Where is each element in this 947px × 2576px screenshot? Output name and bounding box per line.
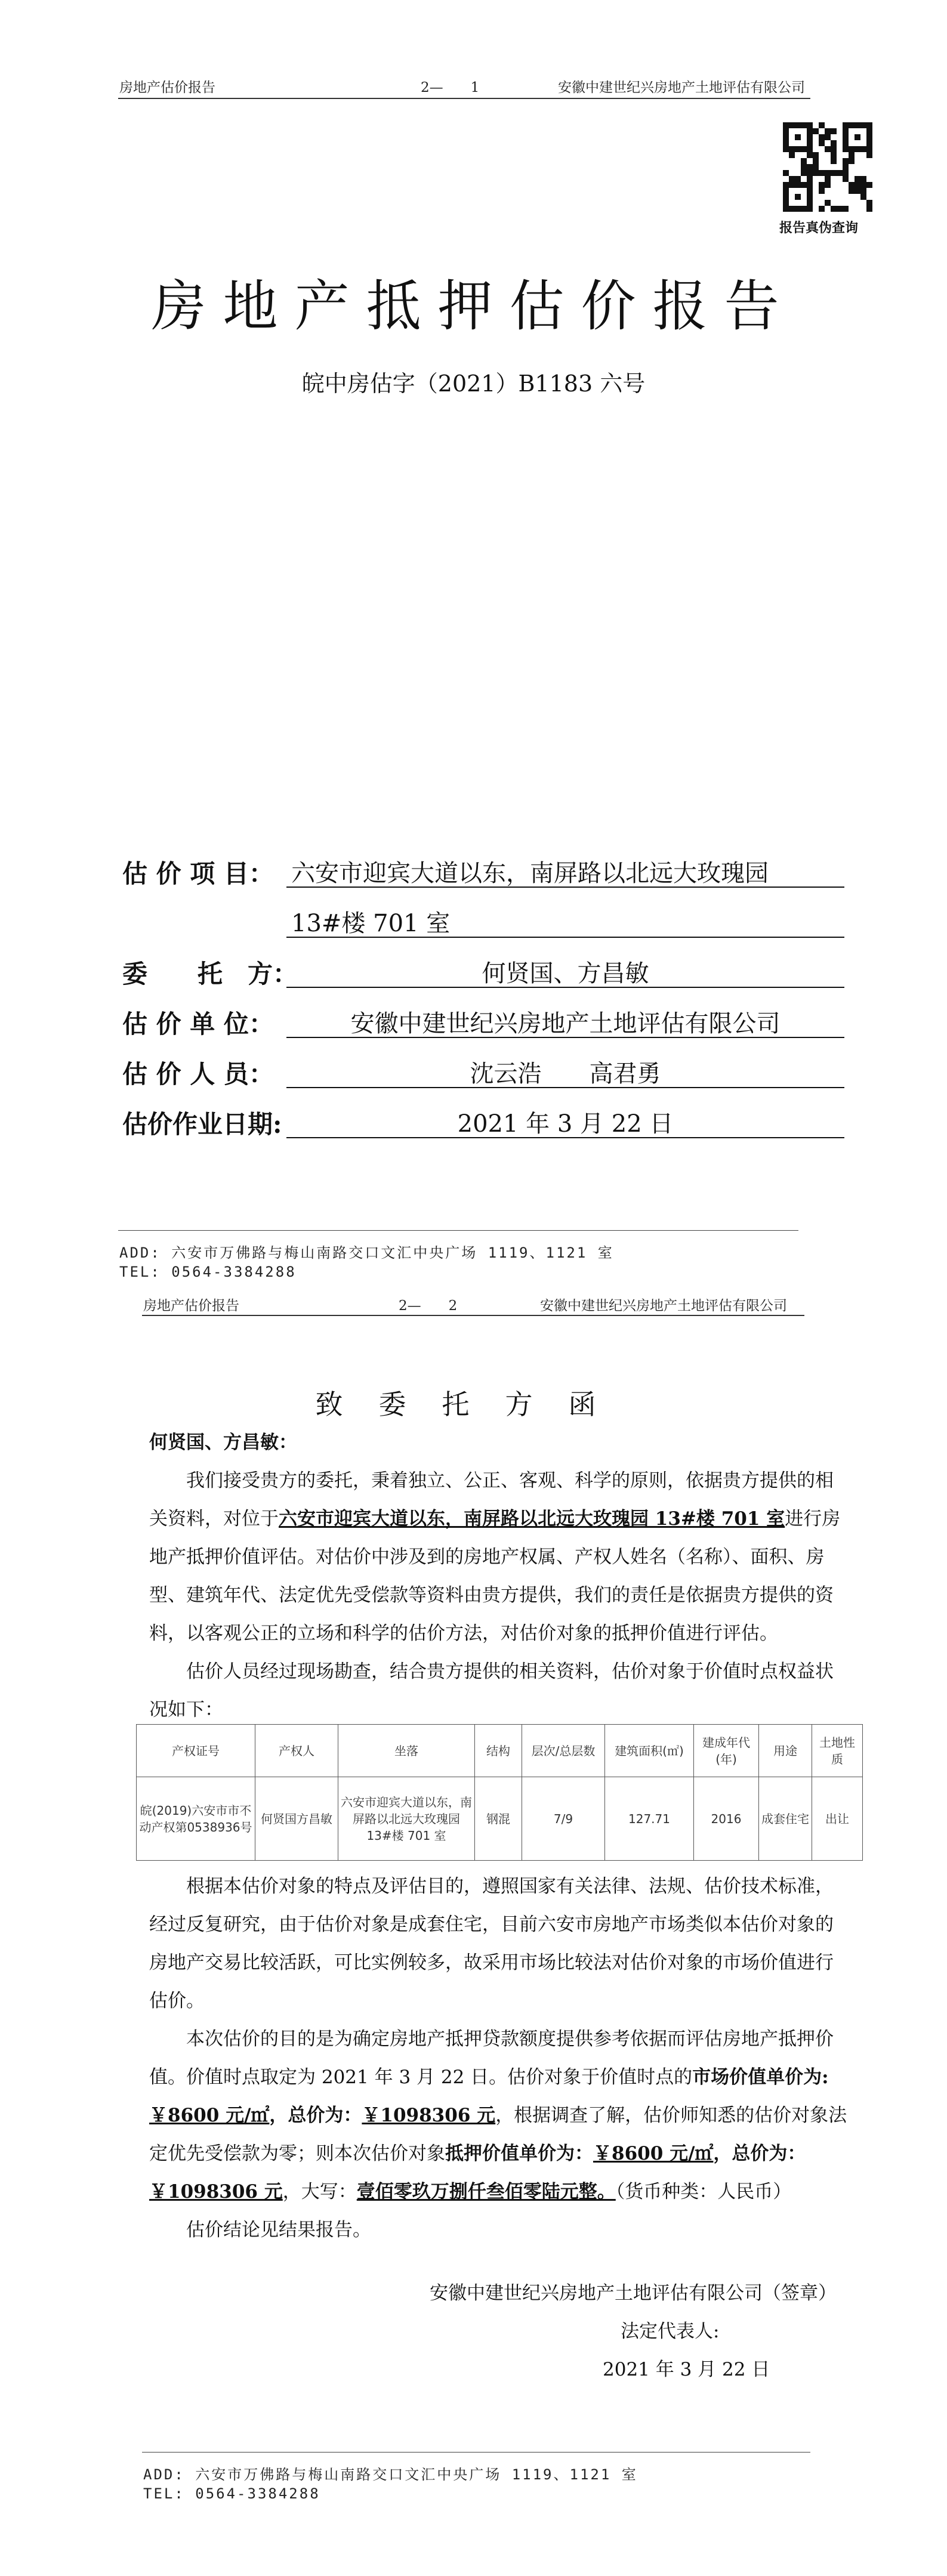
underline <box>286 937 844 938</box>
signature-company: 安徽中建世纪兴房地产土地评估有限公司（签章） <box>430 2282 837 2304</box>
table-header-cell: 层次/总层数 <box>522 1725 605 1777</box>
qr-caption: 报告真伪查询 <box>779 220 859 236</box>
table-cell: 成套住宅 <box>759 1777 812 1861</box>
qr-code-icon[interactable] <box>783 122 872 212</box>
page1-footer-address: ADD: 六安市万佛路与梅山南路交口文汇中央广场 1119、1121 室 <box>119 1244 614 1261</box>
field-value-project-line1: 六安市迎宾大道以东，南屏路以北远大玫瑰园 <box>291 860 769 887</box>
page2-header-rule <box>142 1315 804 1316</box>
page2-footer-tel: TEL: 0564-3384288 <box>143 2485 320 2502</box>
field-label-appraiser-unit: 估 价 单 位： <box>122 1009 274 1039</box>
paragraph-5: 估价结论见结果报告。 <box>186 2219 371 2241</box>
table-cell: 六安市迎宾大道以东，南屏路以北远大玫瑰园 13#楼 701 室 <box>338 1777 475 1861</box>
page2-header-page-number: 2— 2 <box>399 1298 458 1314</box>
page1-header-right: 安徽中建世纪兴房地产土地评估有限公司 <box>558 80 805 95</box>
field-label-appraisers: 估 价 人 员： <box>122 1060 274 1089</box>
underline <box>286 987 844 988</box>
page2-header-left: 房地产估价报告 <box>143 1298 239 1314</box>
underline <box>286 1087 844 1088</box>
table-cell: 何贤国方昌敏 <box>255 1777 338 1861</box>
underline <box>286 887 844 888</box>
table-header-cell: 建成年代(年) <box>694 1725 759 1777</box>
page2-footer-rule <box>142 2452 810 2453</box>
table-header-cell: 坐落 <box>338 1725 475 1777</box>
page1-footer-tel: TEL: 0564-3384288 <box>119 1264 297 1280</box>
field-value-client: 何贤国、方昌敏 <box>482 960 649 987</box>
page1-header-left: 房地产估价报告 <box>119 80 215 95</box>
letter-title: 致委托方函 <box>315 1388 632 1420</box>
field-value-appraiser-unit: 安徽中建世纪兴房地产土地评估有限公司 <box>350 1010 781 1037</box>
page2-header-right: 安徽中建世纪兴房地产土地评估有限公司 <box>540 1298 787 1314</box>
paragraph-1: 我们接受贵方的委托，秉着独立、公正、客观、科学的原则，依据贵方提供的相关资料，对位于六安市迎宾大道以东，南屏路以北远大玫瑰园 13#楼 701 室进行房地产抵押价值评估。对估价中涉及到的房地产权属、产权人姓名（名称）、面积、房型、建筑年代、法定优先受偿款等资料由贵方提供，我们的责任是依据贵方提供的资料，以客观公正的立场和科学的估价方法，对估价对象的抵押价值进行评估。 <box>149 1470 841 1644</box>
underline <box>286 1037 844 1038</box>
table-header-cell: 产权证号 <box>137 1725 255 1777</box>
table-cell: 钢混 <box>475 1777 522 1861</box>
table-cell: 皖(2019)六安市市不动产权第0538936号 <box>137 1777 255 1861</box>
field-label-work-date: 估价作业日期: <box>122 1110 282 1139</box>
paragraph-2: 估价人员经过现场勘查，结合贵方提供的相关资料，估价对象于价值时点权益状况如下： <box>149 1661 834 1721</box>
table-header-cell: 结构 <box>475 1725 522 1777</box>
field-label-client: 委 托 方： <box>122 959 298 989</box>
report-number: 皖中房估字（2021）B1183 六号 <box>301 370 646 397</box>
table-header-cell: 产权人 <box>255 1725 338 1777</box>
table-row <box>137 1777 863 1861</box>
table-header-cell: 用途 <box>759 1725 812 1777</box>
signature-date: 2021 年 3 月 22 日 <box>603 2359 770 2380</box>
page2-footer-address: ADD: 六安市万佛路与梅山南路交口文汇中央广场 1119、1121 室 <box>143 2466 638 2483</box>
underline <box>286 1137 844 1138</box>
page1-footer-rule <box>118 1230 798 1231</box>
table-header-cell: 土地性质 <box>812 1725 863 1777</box>
property-table <box>136 1724 863 1861</box>
paragraph-4: 本次估价的目的是为确定房地产抵押贷款额度提供参考依据而评估房地产抵押价值。价值时点取定为 2021 年 3 月 22 日。估价对象于价值时点的市场价值单价为:￥8600 元/㎡，总价为：￥1098306 元，根据调查了解，估价师知悉的估价对象法定优先受偿款为零；则本次估价对象抵押价值单价为：￥8600 元/㎡，总价为：￥1098306 元，大写：壹佰零玖万捌仟叁佰零陆元整。（货币种类：人民币） <box>149 2028 847 2203</box>
page1-header-rule <box>118 98 810 99</box>
table-cell: 127.71 <box>605 1777 694 1861</box>
table-cell: 7/9 <box>522 1777 605 1861</box>
letter-body-bottom <box>149 1867 850 2249</box>
table-header-cell: 建筑面积(㎡) <box>605 1725 694 1777</box>
field-label-project: 估 价 项 目： <box>122 859 274 888</box>
table-header-row <box>137 1725 863 1777</box>
table-cell: 2016 <box>694 1777 759 1861</box>
report-title: 房地产抵押估价报告 <box>151 274 796 338</box>
field-value-project-line2: 13#楼 701 室 <box>291 910 451 937</box>
letter-body-top <box>149 1423 850 1729</box>
salutation: 何贤国、方昌敏： <box>149 1432 297 1453</box>
field-value-work-date: 2021 年 3 月 22 日 <box>457 1110 674 1138</box>
paragraph-3: 根据本估价对象的特点及评估目的，遵照国家有关法律、法规、估价技术标准，经过反复研究，由于估价对象是成套住宅，目前六安市房地产市场类似本估价对象的房地产交易比较活跃，可比实例较多，故采用市场比较法对估价对象的市场价值进行估价。 <box>149 1876 834 2012</box>
table-cell: 出让 <box>812 1777 863 1861</box>
signature-legal-representative: 法定代表人: <box>621 2321 720 2342</box>
field-value-appraisers: 沈云浩 高君勇 <box>470 1060 661 1088</box>
page1-header-page-number: 2— 1 <box>421 80 480 95</box>
